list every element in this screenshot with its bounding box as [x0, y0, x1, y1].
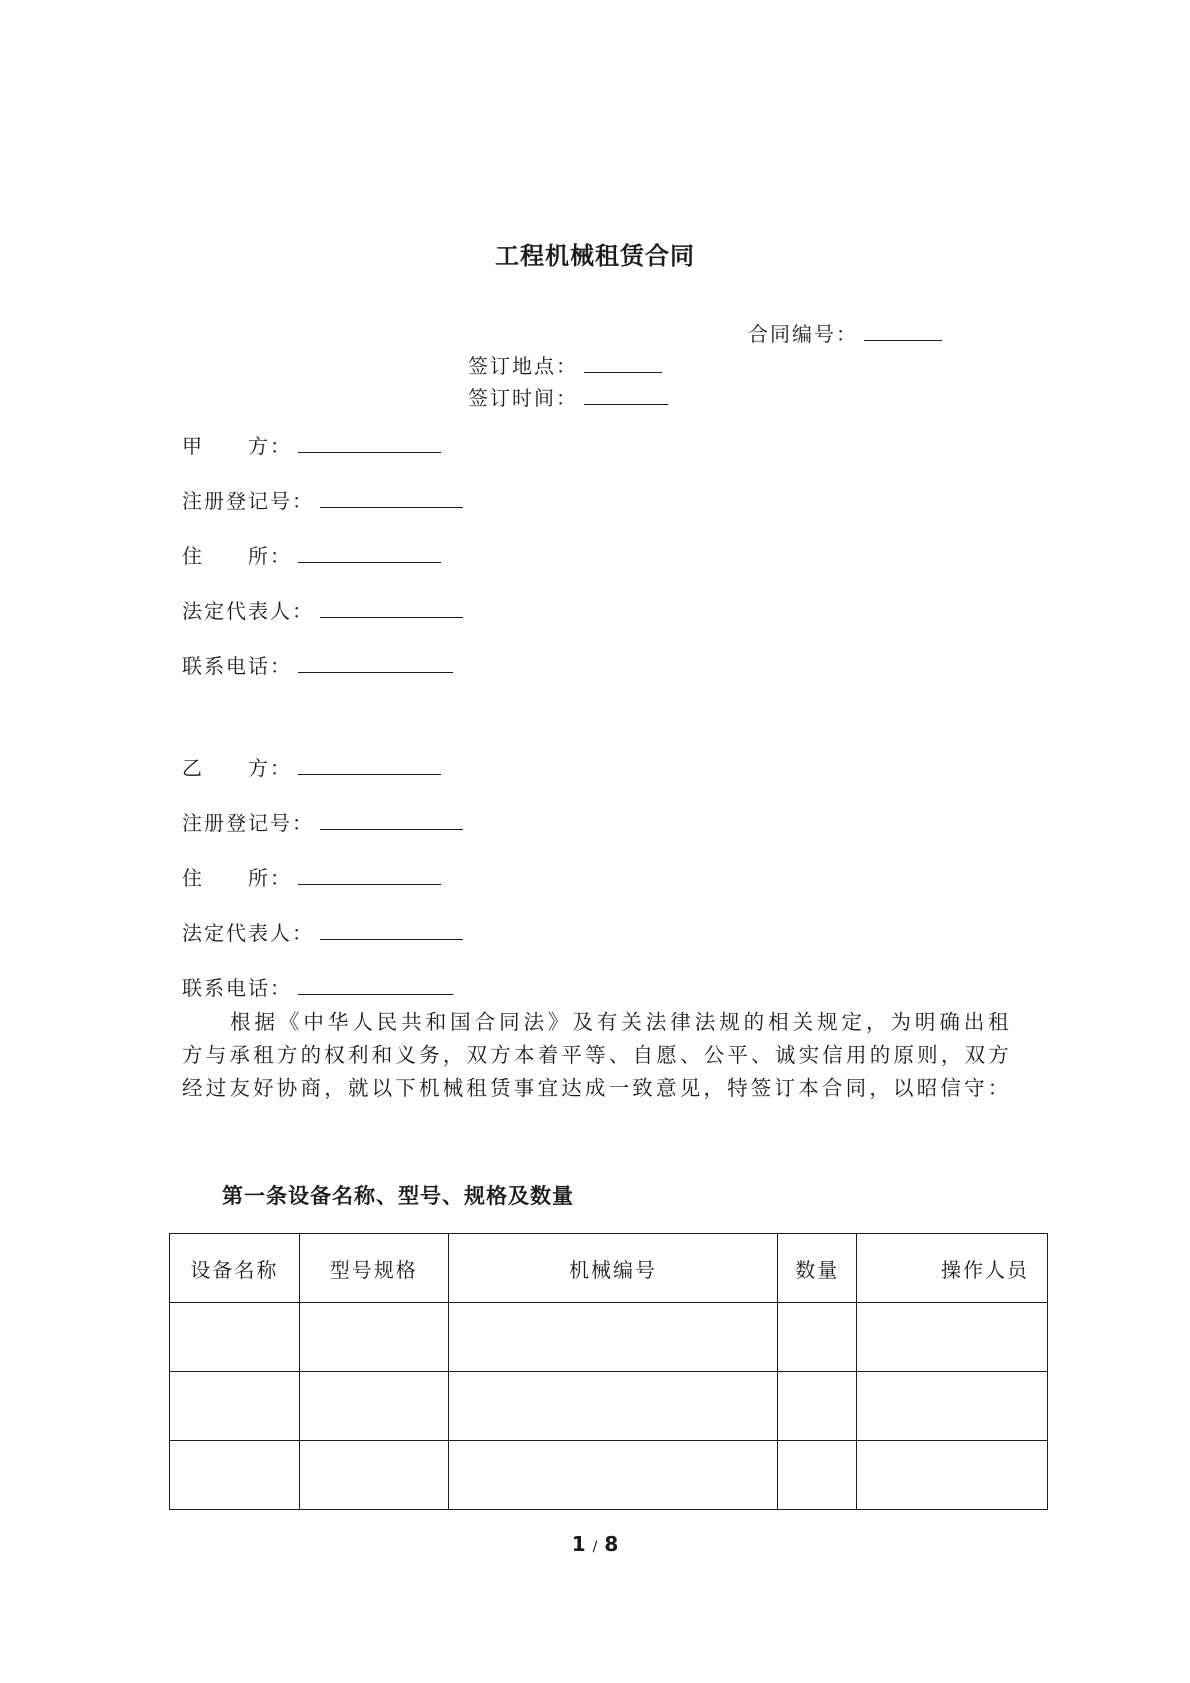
- equipment-table: [169, 1233, 1048, 1510]
- table-cell[interactable]: [778, 1441, 857, 1510]
- party-a-name-label: 甲 方：: [182, 434, 292, 458]
- table-cell[interactable]: [170, 1441, 300, 1510]
- party-a-rep-label: 法定代表人：: [182, 599, 314, 623]
- party-b-rep-field[interactable]: [320, 923, 463, 940]
- table-cell[interactable]: [857, 1303, 1048, 1372]
- sign-place-line: [468, 350, 662, 379]
- party-a-phone-line: [182, 650, 453, 679]
- party-b-address-label: 住 所：: [182, 866, 292, 890]
- party-b-name-label: 乙 方：: [182, 756, 292, 780]
- table-cell[interactable]: [857, 1441, 1048, 1510]
- table-cell[interactable]: [778, 1372, 857, 1441]
- party-a-phone-field[interactable]: [298, 656, 453, 673]
- party-a-reg-field[interactable]: [320, 491, 463, 508]
- preamble-paragraph: 根据《中华人民共和国合同法》及有关法律法规的相关规定，为明确出租方与承租方的权利和义务，双方本着平等、自愿、公平、诚实信用的原则，双方经过友好协商，就以下机械租赁事宜达成一致意见，特签订本合同，以昭信守：: [182, 1010, 1012, 1100]
- table-header-row: [170, 1234, 1048, 1303]
- party-b-reg-field[interactable]: [320, 813, 463, 830]
- page-number: [0, 1532, 1190, 1556]
- party-b-rep-label: 法定代表人：: [182, 921, 314, 945]
- party-b-phone-label: 联系电话：: [182, 976, 292, 1000]
- party-b-address-line: [182, 862, 441, 891]
- table-cell[interactable]: [299, 1372, 448, 1441]
- table-cell[interactable]: [448, 1441, 778, 1510]
- party-b-phone-field[interactable]: [298, 978, 453, 995]
- party-a-rep-field[interactable]: [320, 601, 463, 618]
- table-cell[interactable]: [170, 1372, 300, 1441]
- party-b-name-line: [182, 752, 441, 781]
- table-cell[interactable]: [857, 1372, 1048, 1441]
- party-a-rep-line: [182, 595, 463, 624]
- column-header-operator: 操作人员: [857, 1234, 1048, 1303]
- table-row: [170, 1303, 1048, 1372]
- party-a-name-line: [182, 430, 441, 459]
- sign-time-label: 签订时间：: [468, 386, 578, 410]
- table-cell[interactable]: [448, 1303, 778, 1372]
- document-title: 工程机械租赁合同: [495, 241, 695, 270]
- table-cell[interactable]: [170, 1303, 300, 1372]
- party-b-name-field[interactable]: [298, 758, 441, 775]
- table-row: [170, 1372, 1048, 1441]
- contract-number-line: [748, 318, 942, 347]
- page-current: 1: [571, 1532, 586, 1556]
- contract-number-field[interactable]: [864, 324, 942, 341]
- party-b-phone-line: [182, 972, 453, 1001]
- sign-place-field[interactable]: [584, 356, 662, 373]
- party-a-phone-label: 联系电话：: [182, 654, 292, 678]
- page-total: 8: [604, 1532, 619, 1556]
- party-a-address-label: 住 所：: [182, 544, 292, 568]
- table-cell[interactable]: [299, 1441, 448, 1510]
- party-a-address-line: [182, 540, 441, 569]
- party-b-rep-line: [182, 917, 463, 946]
- column-header-machine-number: 机械编号: [448, 1234, 778, 1303]
- column-header-equipment-name: 设备名称: [170, 1234, 300, 1303]
- sign-time-line: [468, 382, 668, 411]
- column-header-quantity: 数量: [778, 1234, 857, 1303]
- party-a-reg-line: [182, 485, 463, 514]
- table-cell[interactable]: [448, 1372, 778, 1441]
- table-cell[interactable]: [299, 1303, 448, 1372]
- party-a-name-field[interactable]: [298, 436, 441, 453]
- column-header-model-spec: 型号规格: [299, 1234, 448, 1303]
- party-b-reg-line: [182, 807, 463, 836]
- sign-place-label: 签订地点：: [468, 354, 578, 378]
- sign-time-field[interactable]: [584, 388, 668, 405]
- table-row: [170, 1441, 1048, 1510]
- page-separator: /: [592, 1539, 598, 1555]
- party-a-reg-label: 注册登记号：: [182, 489, 314, 513]
- table-cell[interactable]: [778, 1303, 857, 1372]
- contract-number-label: 合同编号：: [748, 322, 858, 346]
- section-1-heading: 第一条设备名称、型号、规格及数量: [222, 1183, 574, 1208]
- party-a-address-field[interactable]: [298, 546, 441, 563]
- party-b-reg-label: 注册登记号：: [182, 811, 314, 835]
- party-b-address-field[interactable]: [298, 868, 441, 885]
